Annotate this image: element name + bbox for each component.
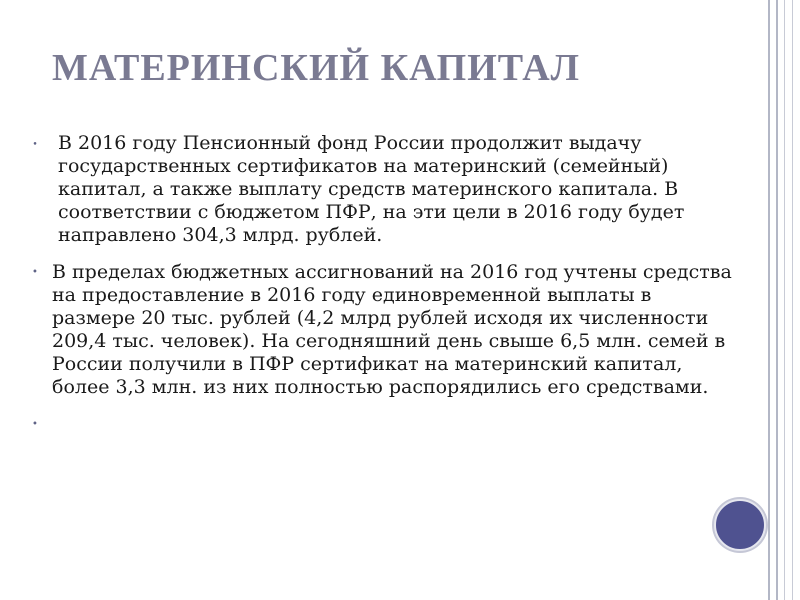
- slide-title: МАТЕРИНСКИЙ КАПИТАЛ: [52, 47, 580, 89]
- bullet-text: В пределах бюджетных ассигнований на 2016 год учтены средства на предоставление в 2016 году единовременной выплаты в размере 20 тыс. рублей (4,2 млрд рублей исходя их численности 209,4 тыс. человек). На сегодняшний день свыше 6,5 млн. семей в России получили в ПФР сертификат на материнский капитал, более 3,3 млн. из них полностью распорядились его средствами.: [52, 261, 732, 398]
- bullet-item: [26, 413, 736, 436]
- frame-line: [792, 0, 793, 600]
- bullet-icon: •: [32, 419, 38, 430]
- frame-line: [768, 0, 770, 600]
- bullet-item: [26, 132, 736, 247]
- bullet-list: [26, 132, 736, 450]
- bullet-text: В 2016 году Пенсионный фонд России продолжит выдачу государственных сертификатов на материнский (семейный) капитал, а также выплату средств материнского капитала. В соответствии с бюджетом ПФР, на эти цели в 2016 году будет направлено 304,3 млрд. рублей.: [58, 132, 685, 246]
- frame-line: [776, 0, 778, 600]
- decorative-circle-icon: [714, 499, 766, 551]
- bullet-item: [26, 261, 736, 399]
- bullet-icon: •: [32, 267, 38, 278]
- bullet-icon: •: [32, 140, 38, 150]
- frame-line: [784, 0, 785, 600]
